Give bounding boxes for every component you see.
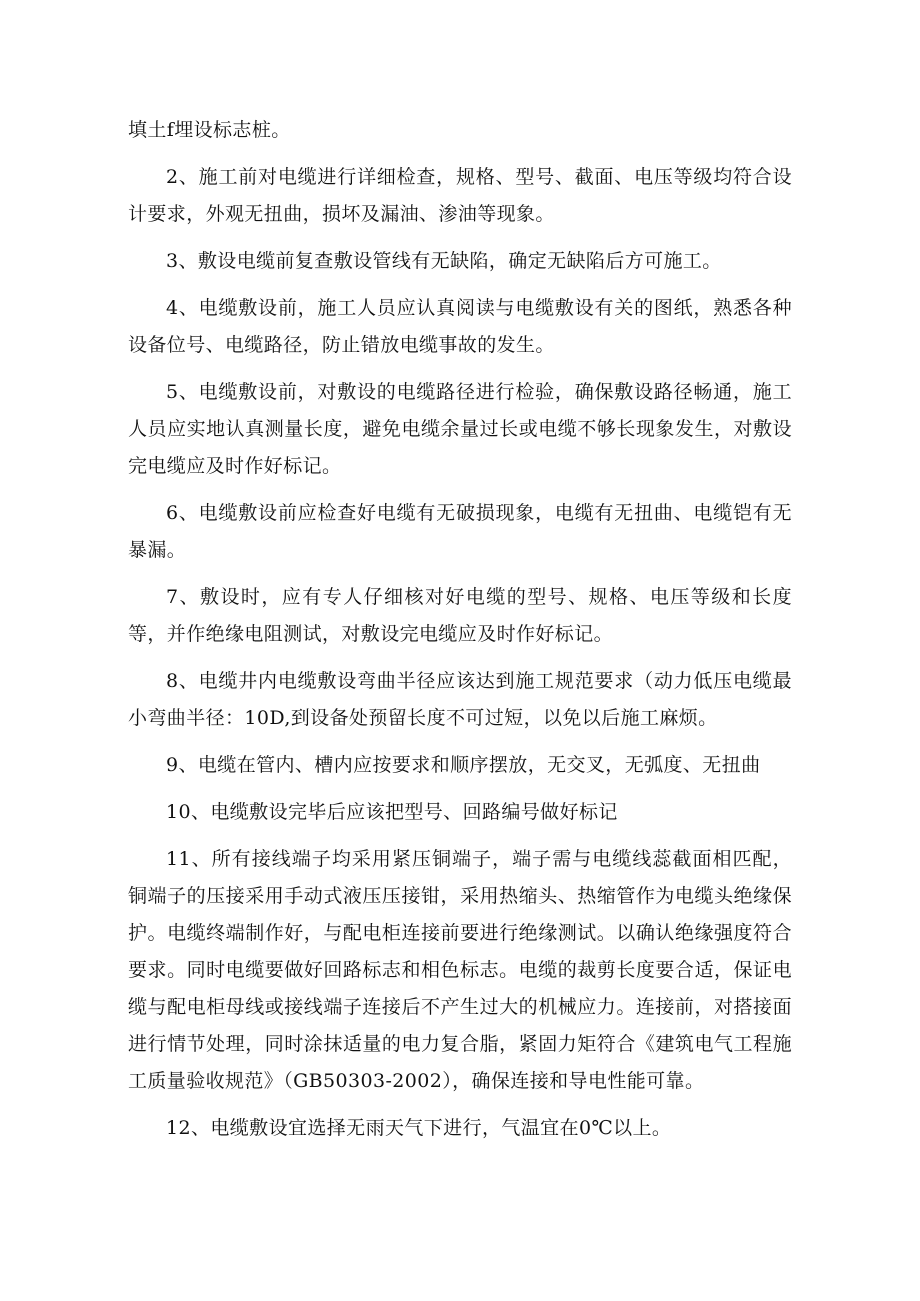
- paragraph-item-2: 2、施工前对电缆进行详细检查，规格、型号、截面、电压等级均符合设计要求，外观无扭曲，损坏及漏油、渗油等现象。: [128, 166, 792, 225]
- paragraph-item-4: 4、电缆敷设前，施工人员应认真阅读与电缆敷设有关的图纸，熟悉各种设备位号、电缆路径，防止错放电缆事故的发生。: [128, 297, 792, 356]
- paragraph-item-5: 5、电缆敷设前，对敷设的电缆路径进行检验，确保敷设路径畅通，施工人员应实地认真测量长度，避免电缆余量过长或电缆不够长现象发生，对敷设完电缆应及时作好标记。: [128, 381, 792, 477]
- paragraph-item-10: 10、电缆敷设完毕后应该把型号、回路编号做好标记: [166, 801, 618, 823]
- document-body: [128, 112, 792, 1147]
- paragraph-item-12: 12、电缆敷设宜选择无雨天气下进行，气温宜在0℃以上。: [166, 1117, 672, 1139]
- paragraph-item-9: 9、电缆在管内、槽内应按要求和顺序摆放，无交叉，无弧度、无扭曲: [166, 754, 761, 776]
- paragraph-item-7: 7、敷设时，应有专人仔细核对好电缆的型号、规格、电压等级和长度等，并作绝缘电阻测试，对敷设完电缆应及时作好标记。: [128, 586, 792, 645]
- paragraph-item-11: 11、所有接线端子均采用紧压铜端子，端子需与电缆线蕊截面相匹配，铜端子的压接采用手动式液压压接钳，采用热缩头、热缩管作为电缆头绝缘保护。电缆终端制作好，与配电柜连接前要进行绝缘测试。以确认绝缘强度符合要求。同时电缆要做好回路标志和相色标志。电缆的裁剪长度要合适，保证电缆与配电柜母线或接线端子连接后不产生过大的机械应力。连接前，对搭接面进行情节处理，同时涂抹适量的电力复合脂，紧固力矩符合《建筑电气工程施工质量验收规范》（GB50303-2002），确保连接和导电性能可靠。: [128, 848, 792, 1092]
- paragraph-item-8: 8、电缆井内电缆敷设弯曲半径应该达到施工规范要求（动力低压电缆最小弯曲半径：10D,到设备处预留长度不可过短，以免以后施工麻烦。: [128, 670, 792, 729]
- paragraph-item-6: 6、电缆敷设前应检查好电缆有无破损现象，电缆有无扭曲、电缆铠有无暴漏。: [128, 502, 792, 561]
- paragraph-item-3: 3、敷设电缆前复查敷设管线有无缺陷，确定无缺陷后方可施工。: [166, 250, 722, 272]
- paragraph-continuation: 填土f埋设标志桩。: [128, 119, 291, 141]
